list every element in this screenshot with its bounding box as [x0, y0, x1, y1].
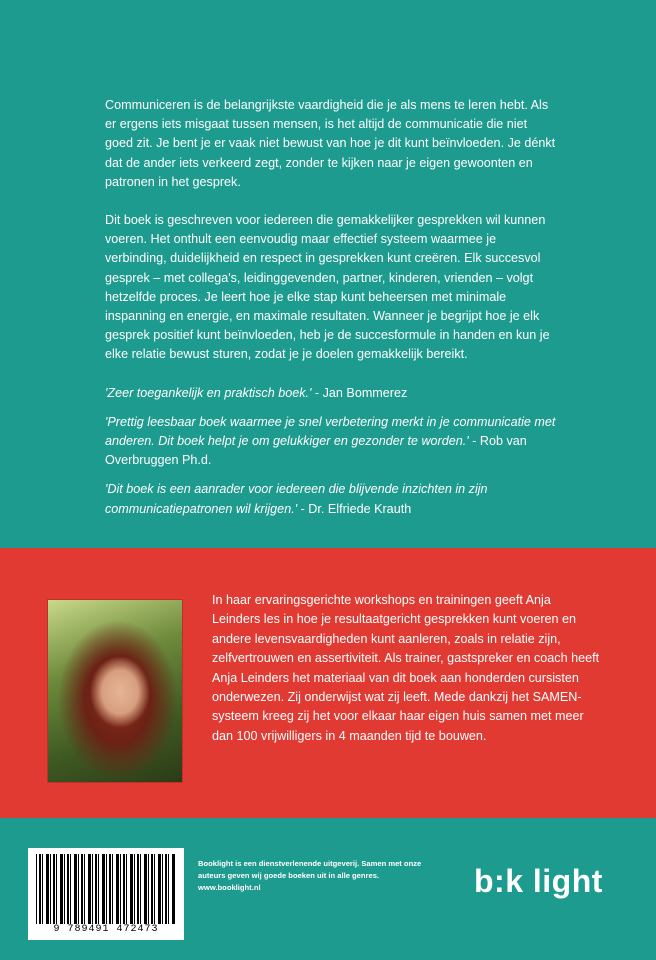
review-quote-3	[105, 480, 557, 518]
author-photo	[48, 600, 182, 782]
publisher-logo: b:k light	[474, 863, 603, 899]
review-quote-1-text: 'Zeer toegankelijk en praktisch boek.'	[105, 385, 312, 400]
review-quote-2-author: - Rob van Overbruggen Ph.d.	[105, 434, 527, 468]
review-quote-3-author: - Dr. Elfriede Krauth	[297, 501, 412, 516]
publisher-text: Booklight is een dienstverlenende uitgeverij. Samen met onze auteurs geven wij goede boeken uit in alle genres. www.booklight.nl	[198, 859, 422, 893]
blurb-paragraph-1: Communiceren is de belangrijkste vaardigheid die je als mens te leren hebt. Als er ergens iets misgaat tussen mensen, is het altijd de communicatie die niet goed zit. Je bent je er vaak niet bewust van hoe je dit kunt beïnvloeden. Je dénkt dat de ander iets verkeerd zegt, zonder te kijken naar je eigen gewoonten en patronen in het gesprek.	[105, 98, 556, 189]
isbn-barcode	[28, 848, 184, 940]
review-quote-3-text: 'Dit boek is een aanrader voor iedereen die blijvende inzichten in zijn communicatiepatronen wil krijgen.'	[105, 482, 488, 516]
author-bio: In haar ervaringsgerichte workshops en trainingen geeft Anja Leinders les in hoe je resultaatgericht gesprekken kunt voeren en andere levensvaardigheden kunt aanleren, zoals in relatie zijn, zelfvertrouwen en assertiviteit. Als trainer, gastspreker en coach heeft Anja Leinders het materiaal van dit boek aan honderden cursisten onderwezen. Zij onderwijst wat zij leeft. Mede dankzij het SAMEN-systeem kreeg zij het voor elkaar haar eigen huis samen met meer dan 100 vrijwilligers in 4 maanden tijd te bouwen.	[212, 593, 600, 743]
review-quote-2	[105, 413, 557, 471]
review-quote-1-author: - Jan Bommerez	[311, 385, 408, 400]
review-quote-2-text: 'Prettig leesbaar boek waarmee je snel verbetering merkt in je communicatie met anderen. Dit boek helpt je om gelukkiger en gezonder te worden.'	[105, 414, 556, 449]
isbn-number: 9 789491 472473	[53, 924, 159, 935]
author-section	[0, 548, 656, 818]
blurb	[105, 96, 557, 529]
footer-section	[0, 818, 656, 960]
review-quote-1	[105, 384, 557, 403]
barcode-bars	[36, 854, 176, 924]
blurb-paragraph-2: Dit boek is geschreven voor iedereen die gemakkelijker gesprekken wil kunnen voeren. Het onthult een eenvoudig maar effectief systeem waarmee je verbinding, duidelijkheid en respect in gesprekken kunt creëren. Elk succesvol gesprek – met collega's, leidinggevenden, partner, kinderen, vrienden – volgt hetzelfde proces. Je leert hoe je elke stap kunt beheersen met minimale inspanning en energie, en maximale resultaten. Wanneer je begrijpt hoe je elk gesprek positief kunt beïnvloeden, heb je de succesformule in handen en kun je elke relatie bewust sturen, zodat je je doelen gemakkelijk bereikt.	[105, 213, 550, 362]
